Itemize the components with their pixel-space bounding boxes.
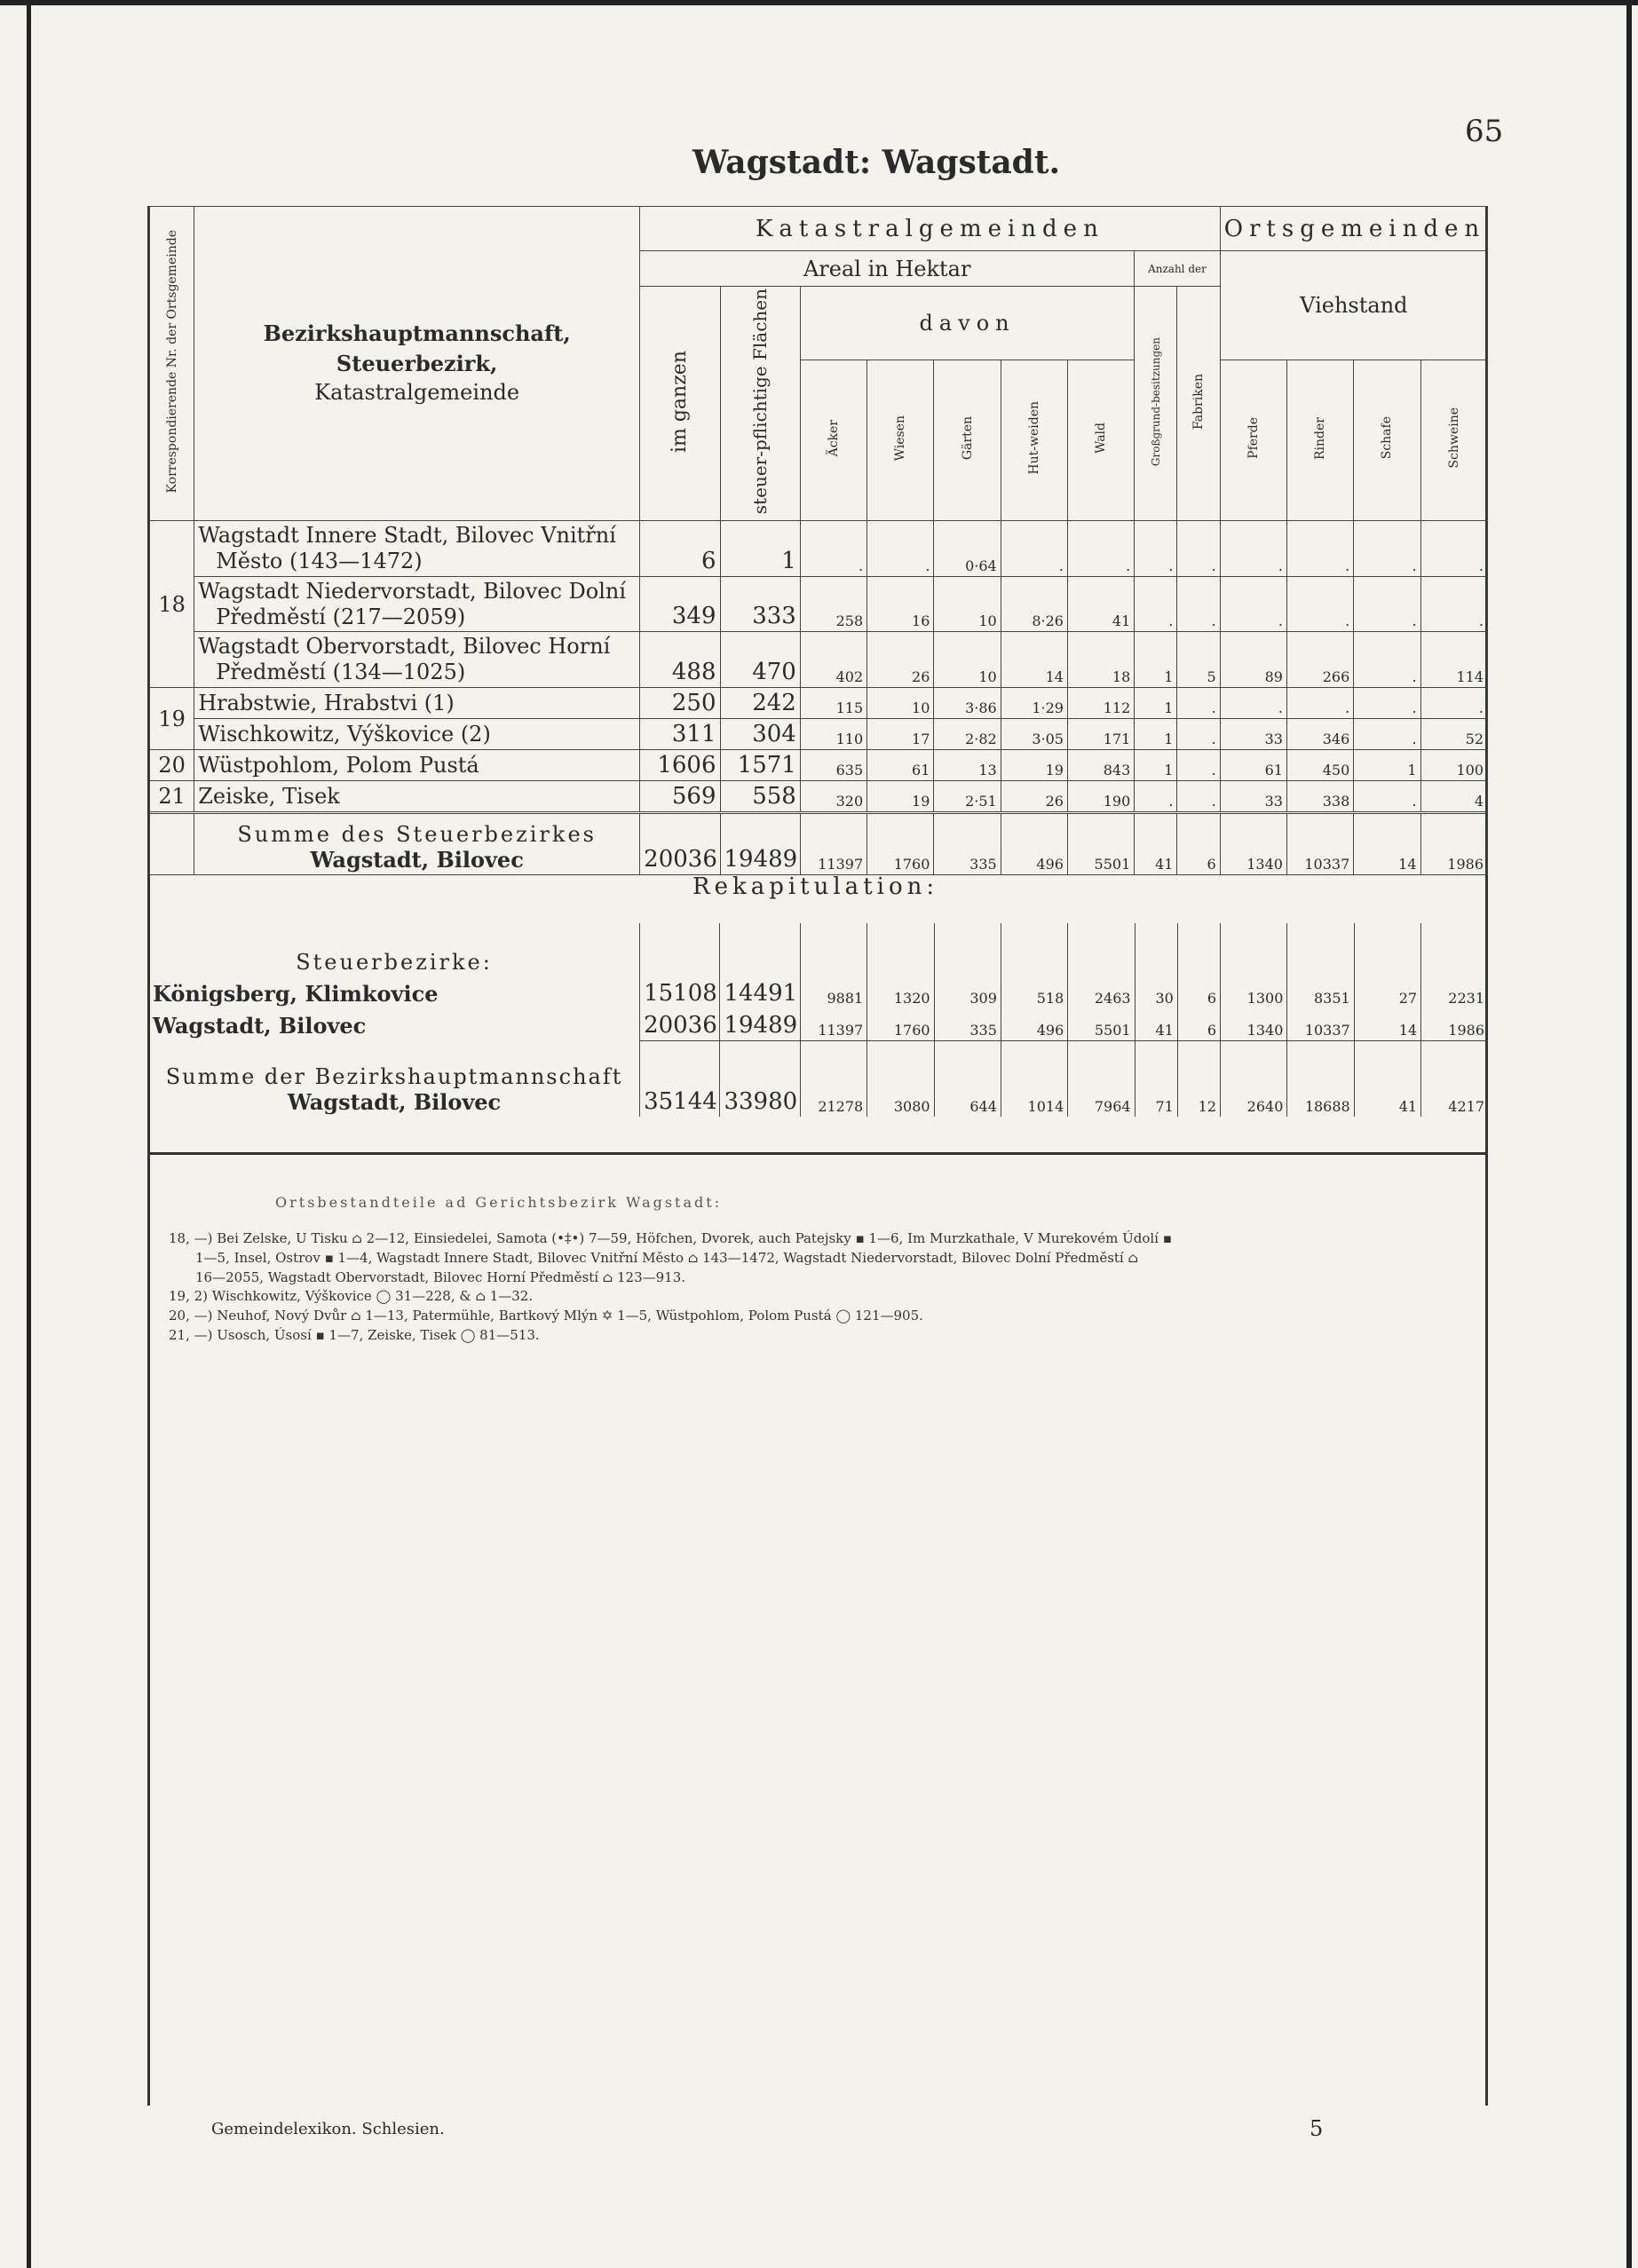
anzahl-header: Anzahl der [1135,251,1220,287]
katastral-name: Wischkowitz, Výškovice (2) [194,719,640,750]
sum-value-cell: 14 [1354,813,1420,875]
sum-value-cell: 6 [1177,813,1220,875]
recap-subheading-row [149,923,1488,976]
value-cell: 1 [1354,750,1420,781]
schafe-header: Schafe [1354,360,1420,521]
table-row [150,750,1488,781]
value-cell: . [1177,719,1220,750]
value-cell: 1 [1135,719,1177,750]
recap-empty-cell [867,923,934,976]
value-cell: 5 [1177,632,1220,688]
recap-value-cell: 6 [1177,1008,1220,1040]
table-row [150,719,1488,750]
footnotes [169,1229,1483,1346]
value-cell: . [1177,576,1220,632]
value-cell: . [800,521,866,577]
hutweiden-header: Hut-weiden [1001,360,1067,521]
value-cell: 2·51 [934,781,1001,813]
recap-value-cell: 19489 [720,1008,800,1040]
recap-total-cell: 35144 [640,1040,720,1117]
row-number: 18 [150,521,194,688]
value-cell: . [1220,688,1286,719]
value-cell: 250 [640,688,720,719]
value-cell: . [1220,521,1286,577]
footer-source: Gemeindelexikon. Schlesien. [211,2120,445,2138]
value-cell: 89 [1220,632,1286,688]
footnote-line: 20, —) Neuhof, Nový Dvůr ⌂ 1—13, Patermühle, Bartkový Mlýn ✡ 1—5, Wüstpohlom, Polom Pustá ◯ 121—905. [169,1308,923,1324]
table-row [150,781,1488,813]
recap-empty-cell [720,923,800,976]
sum-value-cell: 496 [1001,813,1067,875]
value-cell: 112 [1067,688,1134,719]
fabriken-header: Fabriken [1177,287,1220,521]
value-cell: . [867,521,934,577]
value-cell: 190 [1067,781,1134,813]
footnote-title: Ortsbestandteile ad Gerichtsbezirk Wagstadt: [275,1194,723,1211]
recap-empty-cell [1221,923,1287,976]
value-cell: 61 [1220,750,1286,781]
sum-row-spacer [150,813,194,875]
value-cell: 3·86 [934,688,1001,719]
footnote-line: 21, —) Usosch, Úsosí ▪ 1—7, Zeiske, Tisek ◯ 81—513. [169,1326,540,1343]
sum-value-cell: 19489 [720,813,800,875]
value-cell: 17 [867,719,934,750]
recap-total-cell: 33980 [720,1040,800,1117]
value-cell: 1 [1135,688,1177,719]
value-cell: 569 [640,781,720,813]
main-body [150,521,1488,875]
recap-row-label: Königsberg, Klimkovice [153,981,439,1007]
main-table [149,206,1488,875]
value-cell: . [1177,750,1220,781]
value-cell: 843 [1067,750,1134,781]
footnote-line: 1—5, Insel, Ostrov ▪ 1—4, Wagstadt Innere Stadt, Bilovec Vnitřní Město ⌂ 143—1472, Wagstadt Niedervorstadt, Bilovec Dolní Předměstí ⌂ [195,1249,1138,1266]
value-cell: 18 [1067,632,1134,688]
value-cell: 0·64 [934,521,1001,577]
recap-value-cell: 496 [1001,1008,1067,1040]
schweine-header: Schweine [1420,360,1487,521]
value-cell: . [1135,576,1177,632]
value-cell: 10 [934,576,1001,632]
wald-header: Wald [1067,360,1134,521]
recap-empty-cell [1001,923,1067,976]
recap-value-cell: 30 [1135,976,1177,1008]
value-cell: 19 [867,781,934,813]
value-cell: 61 [867,750,934,781]
recap-value-cell: 14 [1354,1008,1420,1040]
recap-value-cell: 335 [934,1008,1001,1040]
recap-empty-cell [640,923,720,976]
sum-value-cell: 41 [1135,813,1177,875]
value-cell: 1 [1135,632,1177,688]
katastral-name: Wagstadt Obervorstadt, Bilovec Horní Předměstí (134—1025) [194,632,640,688]
sum-row [150,813,1488,875]
value-cell: . [1420,521,1487,577]
wiesen-header: Wiesen [867,360,934,521]
value-cell: . [1420,688,1487,719]
rinder-header: Rinder [1286,360,1353,521]
value-cell: . [1354,521,1420,577]
recap-value-cell: 15108 [640,976,720,1008]
value-cell: 19 [1001,750,1067,781]
sum-value-cell: 20036 [640,813,720,875]
recap-row [149,976,1488,1008]
recap-total-cell: 41 [1354,1040,1420,1117]
value-cell: 114 [1420,632,1487,688]
recap-value-cell: 1340 [1221,1008,1287,1040]
recap-total-cell: 12 [1177,1040,1220,1117]
sum-value-cell: 5501 [1067,813,1134,875]
recap-value-cell: 2463 [1068,976,1135,1008]
recap-value-cell: 9881 [800,976,866,1008]
recap-value-cell: 1986 [1421,1008,1488,1040]
recap-empty-cell [1354,923,1420,976]
value-cell: 320 [800,781,866,813]
recap-title: Rekapitulation: [692,873,939,900]
recap-row-label: Wagstadt, Bilovec [153,1013,367,1039]
value-cell: 171 [1067,719,1134,750]
value-cell: . [1177,688,1220,719]
footnote-line: 19, 2) Wischkowitz, Výškovice ◯ 31—228, & ⌂ 1—32. [169,1288,534,1305]
value-cell: 4 [1420,781,1487,813]
recap-value-cell: 309 [934,976,1001,1008]
recap-value-cell: 6 [1177,976,1220,1008]
value-cell: . [1067,521,1134,577]
value-cell: . [1286,576,1353,632]
value-cell: . [1135,521,1177,577]
sum-row-label: Summe des Steuerbezirkes Wagstadt, Bilovec [194,813,640,875]
value-cell: 8·26 [1001,576,1067,632]
row-number: 21 [150,781,194,813]
value-cell: 14 [1001,632,1067,688]
value-cell: 100 [1420,750,1487,781]
page-number: 65 [1465,114,1504,149]
value-cell: . [1354,632,1420,688]
value-cell: 1 [1135,750,1177,781]
left-border [27,0,31,2268]
value-cell: 2·82 [934,719,1001,750]
footer-sheet-number: 5 [1310,2116,1324,2141]
recap-empty-cell [800,923,866,976]
value-cell: 1606 [640,750,720,781]
recap-empty-cell [934,923,1001,976]
recap-value-cell: 1300 [1221,976,1287,1008]
value-cell: 41 [1067,576,1134,632]
recap-total-cell: 7964 [1068,1040,1135,1117]
recap-total-label: Summe der Bezirkshauptmannschaft Wagstadt, Bilovec [165,1064,623,1115]
value-cell: 26 [867,632,934,688]
value-cell: 33 [1220,719,1286,750]
footnote-line: 16—2055, Wagstadt Obervorstadt, Bilovec Horní Předměstí ⌂ 123—913. [195,1268,686,1285]
value-cell: 266 [1286,632,1353,688]
value-cell: 402 [800,632,866,688]
recap-empty-cell [1135,923,1177,976]
value-cell: . [1354,688,1420,719]
recap-total-cell: 18688 [1287,1040,1354,1117]
value-cell: . [1177,521,1220,577]
katastral-name: Zeiske, Tisek [194,781,640,813]
value-cell: 311 [640,719,720,750]
sum-value-cell: 11397 [800,813,866,875]
value-cell: 488 [640,632,720,688]
recap-subheading: Steuerbezirke: [296,950,493,975]
right-border [1626,0,1632,2268]
recap-value-cell: 27 [1354,976,1420,1008]
value-cell: 304 [720,719,800,750]
recap-total-cell: 4217 [1421,1040,1488,1117]
value-cell: . [1420,576,1487,632]
value-cell: 1·29 [1001,688,1067,719]
value-cell: . [1354,576,1420,632]
pferde-header: Pferde [1220,360,1286,521]
sum-value-cell: 1760 [867,813,934,875]
value-cell: 1 [720,521,800,577]
value-cell: 33 [1220,781,1286,813]
recap-total-cell: 3080 [867,1040,934,1117]
value-cell: . [1220,576,1286,632]
value-cell: . [1354,719,1420,750]
value-cell: 3·05 [1001,719,1067,750]
recap-row [149,1008,1488,1040]
sum-value-cell: 1986 [1420,813,1487,875]
value-cell: 26 [1001,781,1067,813]
value-cell: 1571 [720,750,800,781]
value-cell: 16 [867,576,934,632]
page-title: Wagstadt: Wagstadt. [692,144,1060,181]
recap-total-cell: 71 [1135,1040,1177,1117]
recap-value-cell: 41 [1135,1008,1177,1040]
top-border [0,0,1638,5]
value-cell: . [1135,781,1177,813]
grossgrund-header: Großgrund-besitzungen [1135,287,1177,521]
footnote-line: 18, —) Bei Zelske, U Tisku ⌂ 2—12, Einsiedelei, Samota (•‡•) 7—59, Höfchen, Dvorek, auch Patejsky ▪ 1—6, Im Murzkathale, V Murekovém Údolí ▪ [169,1230,1172,1246]
sum-value-cell: 335 [934,813,1001,875]
value-cell: 6 [640,521,720,577]
value-cell: 110 [800,719,866,750]
table-row [150,688,1488,719]
value-cell: . [1001,521,1067,577]
recap-value-cell: 1760 [867,1008,934,1040]
recap-value-cell: 20036 [640,1008,720,1040]
district-col-header: Bezirkshauptmannschaft, Steuerbezirk, Katastralgemeinde [194,207,640,521]
recap-empty-cell [1421,923,1488,976]
katastral-name: Hrabstwie, Hrabstvi (1) [194,688,640,719]
recap-value-cell: 1320 [867,976,934,1008]
value-cell: . [1354,781,1420,813]
value-cell: 346 [1286,719,1353,750]
recap-value-cell: 5501 [1068,1008,1135,1040]
sum-value-cell: 10337 [1286,813,1353,875]
recap-value-cell: 14491 [720,976,800,1008]
value-cell: 10 [867,688,934,719]
value-cell: 258 [800,576,866,632]
table-row [150,521,1488,577]
recap-table [149,923,1488,1117]
recap-bottom-rule [149,1152,1488,1155]
value-cell: 13 [934,750,1001,781]
im-ganzen-header: im ganzen [640,287,720,521]
recap-total-row [149,1040,1488,1117]
recap-value-cell: 8351 [1287,976,1354,1008]
recap-total-cell: 2640 [1221,1040,1287,1117]
recap-total-cell: 644 [934,1040,1001,1117]
row-number: 19 [150,688,194,750]
recap-empty-cell [1287,923,1354,976]
nr-col-header: Korrespondierende Nr. der Ortsgemeinde [150,207,194,521]
value-cell: . [1286,521,1353,577]
recap-value-cell: 518 [1001,976,1067,1008]
ortsgemeinden-header: Ortsgemeinden [1220,207,1487,251]
areal-header: Areal in Hektar [640,251,1135,287]
row-number: 20 [150,750,194,781]
davon-header: davon [800,287,1134,360]
table-row [150,576,1488,632]
steuerpflichtig-header: steuer-pflichtige Flächen [720,287,800,521]
katastral-name: Wagstadt Innere Stadt, Bilovec Vnitřní Město (143—1472) [194,521,640,577]
table-row [150,632,1488,688]
sum-value-cell: 1340 [1220,813,1286,875]
value-cell: 338 [1286,781,1353,813]
katastral-name: Wüstpohlom, Polom Pustá [194,750,640,781]
katastral-header: Katastralgemeinden [640,207,1221,251]
recap-value-cell: 2231 [1421,976,1488,1008]
value-cell: . [1177,781,1220,813]
recap-value-cell: 11397 [800,1008,866,1040]
recap-total-cell: 21278 [800,1040,866,1117]
recap-body [149,923,1488,1117]
recap-empty-cell [1068,923,1135,976]
viehstand-header: Viehstand [1220,251,1487,360]
value-cell: 242 [720,688,800,719]
value-cell: 349 [640,576,720,632]
recap-value-cell: 10337 [1287,1008,1354,1040]
value-cell: 10 [934,632,1001,688]
katastral-name: Wagstadt Niedervorstadt, Bilovec Dolní Předměstí (217—2059) [194,576,640,632]
value-cell: 333 [720,576,800,632]
value-cell: 558 [720,781,800,813]
acker-header: Äcker [800,360,866,521]
recap-total-cell: 1014 [1001,1040,1067,1117]
value-cell: 115 [800,688,866,719]
gaerten-header: Gärten [934,360,1001,521]
value-cell: . [1286,688,1353,719]
value-cell: 450 [1286,750,1353,781]
value-cell: 470 [720,632,800,688]
value-cell: 52 [1420,719,1487,750]
value-cell: 635 [800,750,866,781]
recap-empty-cell [1177,923,1220,976]
